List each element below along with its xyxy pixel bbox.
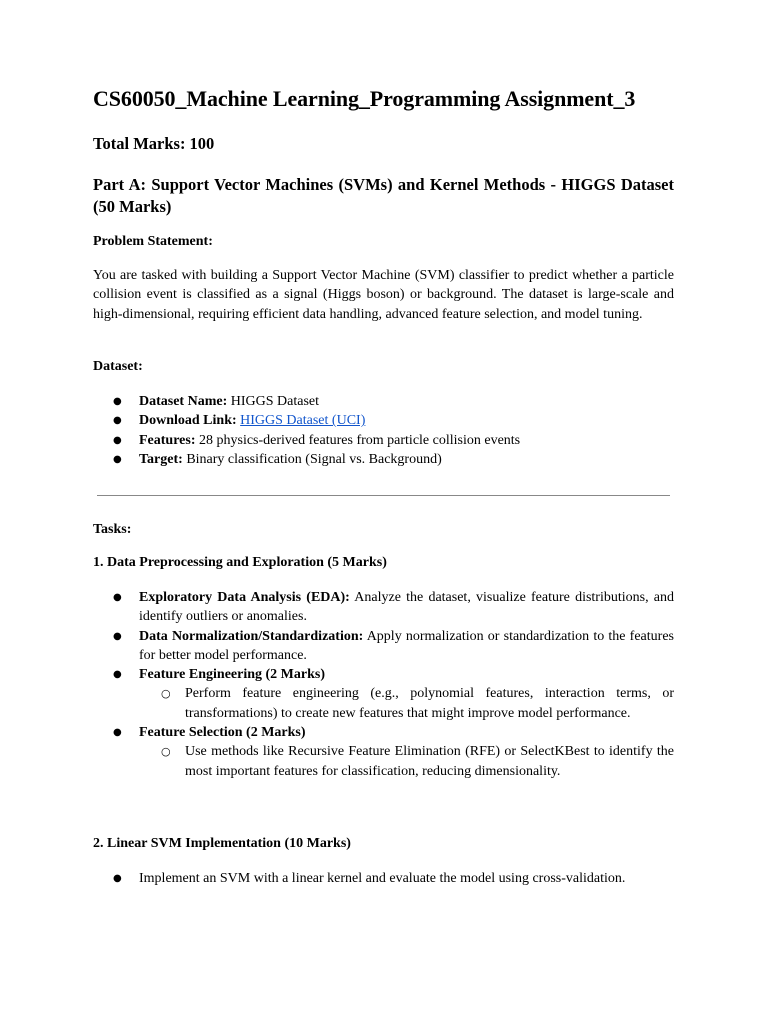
target-value: Binary classification (Signal vs. Background) (186, 451, 442, 467)
list-item (93, 411, 674, 430)
list-item (93, 450, 674, 469)
download-link-key: Download Link: (139, 413, 237, 429)
eda-key: Exploratory Data Analysis (EDA): (139, 590, 350, 605)
dataset-name-key: Dataset Name: (139, 394, 228, 409)
problem-statement-text: You are tasked with building a Support Vector Machine (SVM) classifier to predict whether a particle collision event is classified as a signal (Higgs boson) or background. The dataset is large-scale and high-dimensional, requiring efficient data handling, advanced feature selection, and model tuning. (93, 268, 674, 322)
normalization-key: Data Normalization/Standardization: (139, 628, 364, 644)
sub-list-item: ○ Use methods like Recursive Feature Elimination (RFE) or SelectKBest to identify the most important features for classification, reducing dimensionality. (139, 742, 674, 781)
feature-engineering-key: Feature Engineering (2 Marks) (139, 667, 325, 683)
list-item (93, 392, 674, 411)
list-item: ● Implement an SVM with a linear kernel and evaluate the model using cross-validation. (93, 869, 674, 888)
target-key: Target: (139, 451, 183, 467)
list-item (93, 588, 674, 627)
part-a-heading: Part A: Support Vector Machines (SVMs) and Kernel Methods - HIGGS Dataset (50 Marks) (93, 175, 674, 216)
higgs-dataset-link[interactable]: HIGGS Dataset (UCI) (240, 413, 366, 429)
document-title: CS60050_Machine Learning_Programming Assignment_3 (93, 86, 636, 111)
feature-selection-key: Feature Selection (2 Marks) (139, 725, 306, 741)
list-item (93, 723, 674, 781)
eda-value: Analyze the dataset, visualize feature distributions, and identify outliers or anomalies. (139, 590, 674, 625)
features-key: Features: (139, 432, 196, 448)
dataset-list (93, 392, 674, 469)
tasks-label: Tasks: (93, 522, 132, 537)
horizontal-divider (97, 495, 670, 496)
section2-list (93, 869, 674, 888)
dataset-name-value: HIGGS Dataset (230, 394, 320, 409)
problem-statement-label: Problem Statement: (93, 234, 213, 249)
section1-list (93, 588, 674, 781)
features-value: 28 physics-derived features from particle collision events (199, 432, 521, 448)
section2-heading: 2. Linear SVM Implementation (10 Marks) (93, 836, 351, 851)
feature-engineering-sublist (139, 684, 674, 723)
sub-list-item: ○ Perform feature engineering (e.g., polynomial features, interaction terms, or transformations) to create new features that might improve model performance. (139, 684, 674, 723)
section1-heading: 1. Data Preprocessing and Exploration (5 Marks) (93, 555, 387, 570)
normalization-value: Apply normalization or standardization to the features for better model performance. (139, 628, 674, 663)
list-item (93, 627, 674, 666)
total-marks: Total Marks: 100 (93, 134, 215, 153)
list-item (93, 431, 674, 450)
dataset-label: Dataset: (93, 359, 143, 374)
list-item (93, 665, 674, 723)
feature-selection-sublist (139, 742, 674, 781)
